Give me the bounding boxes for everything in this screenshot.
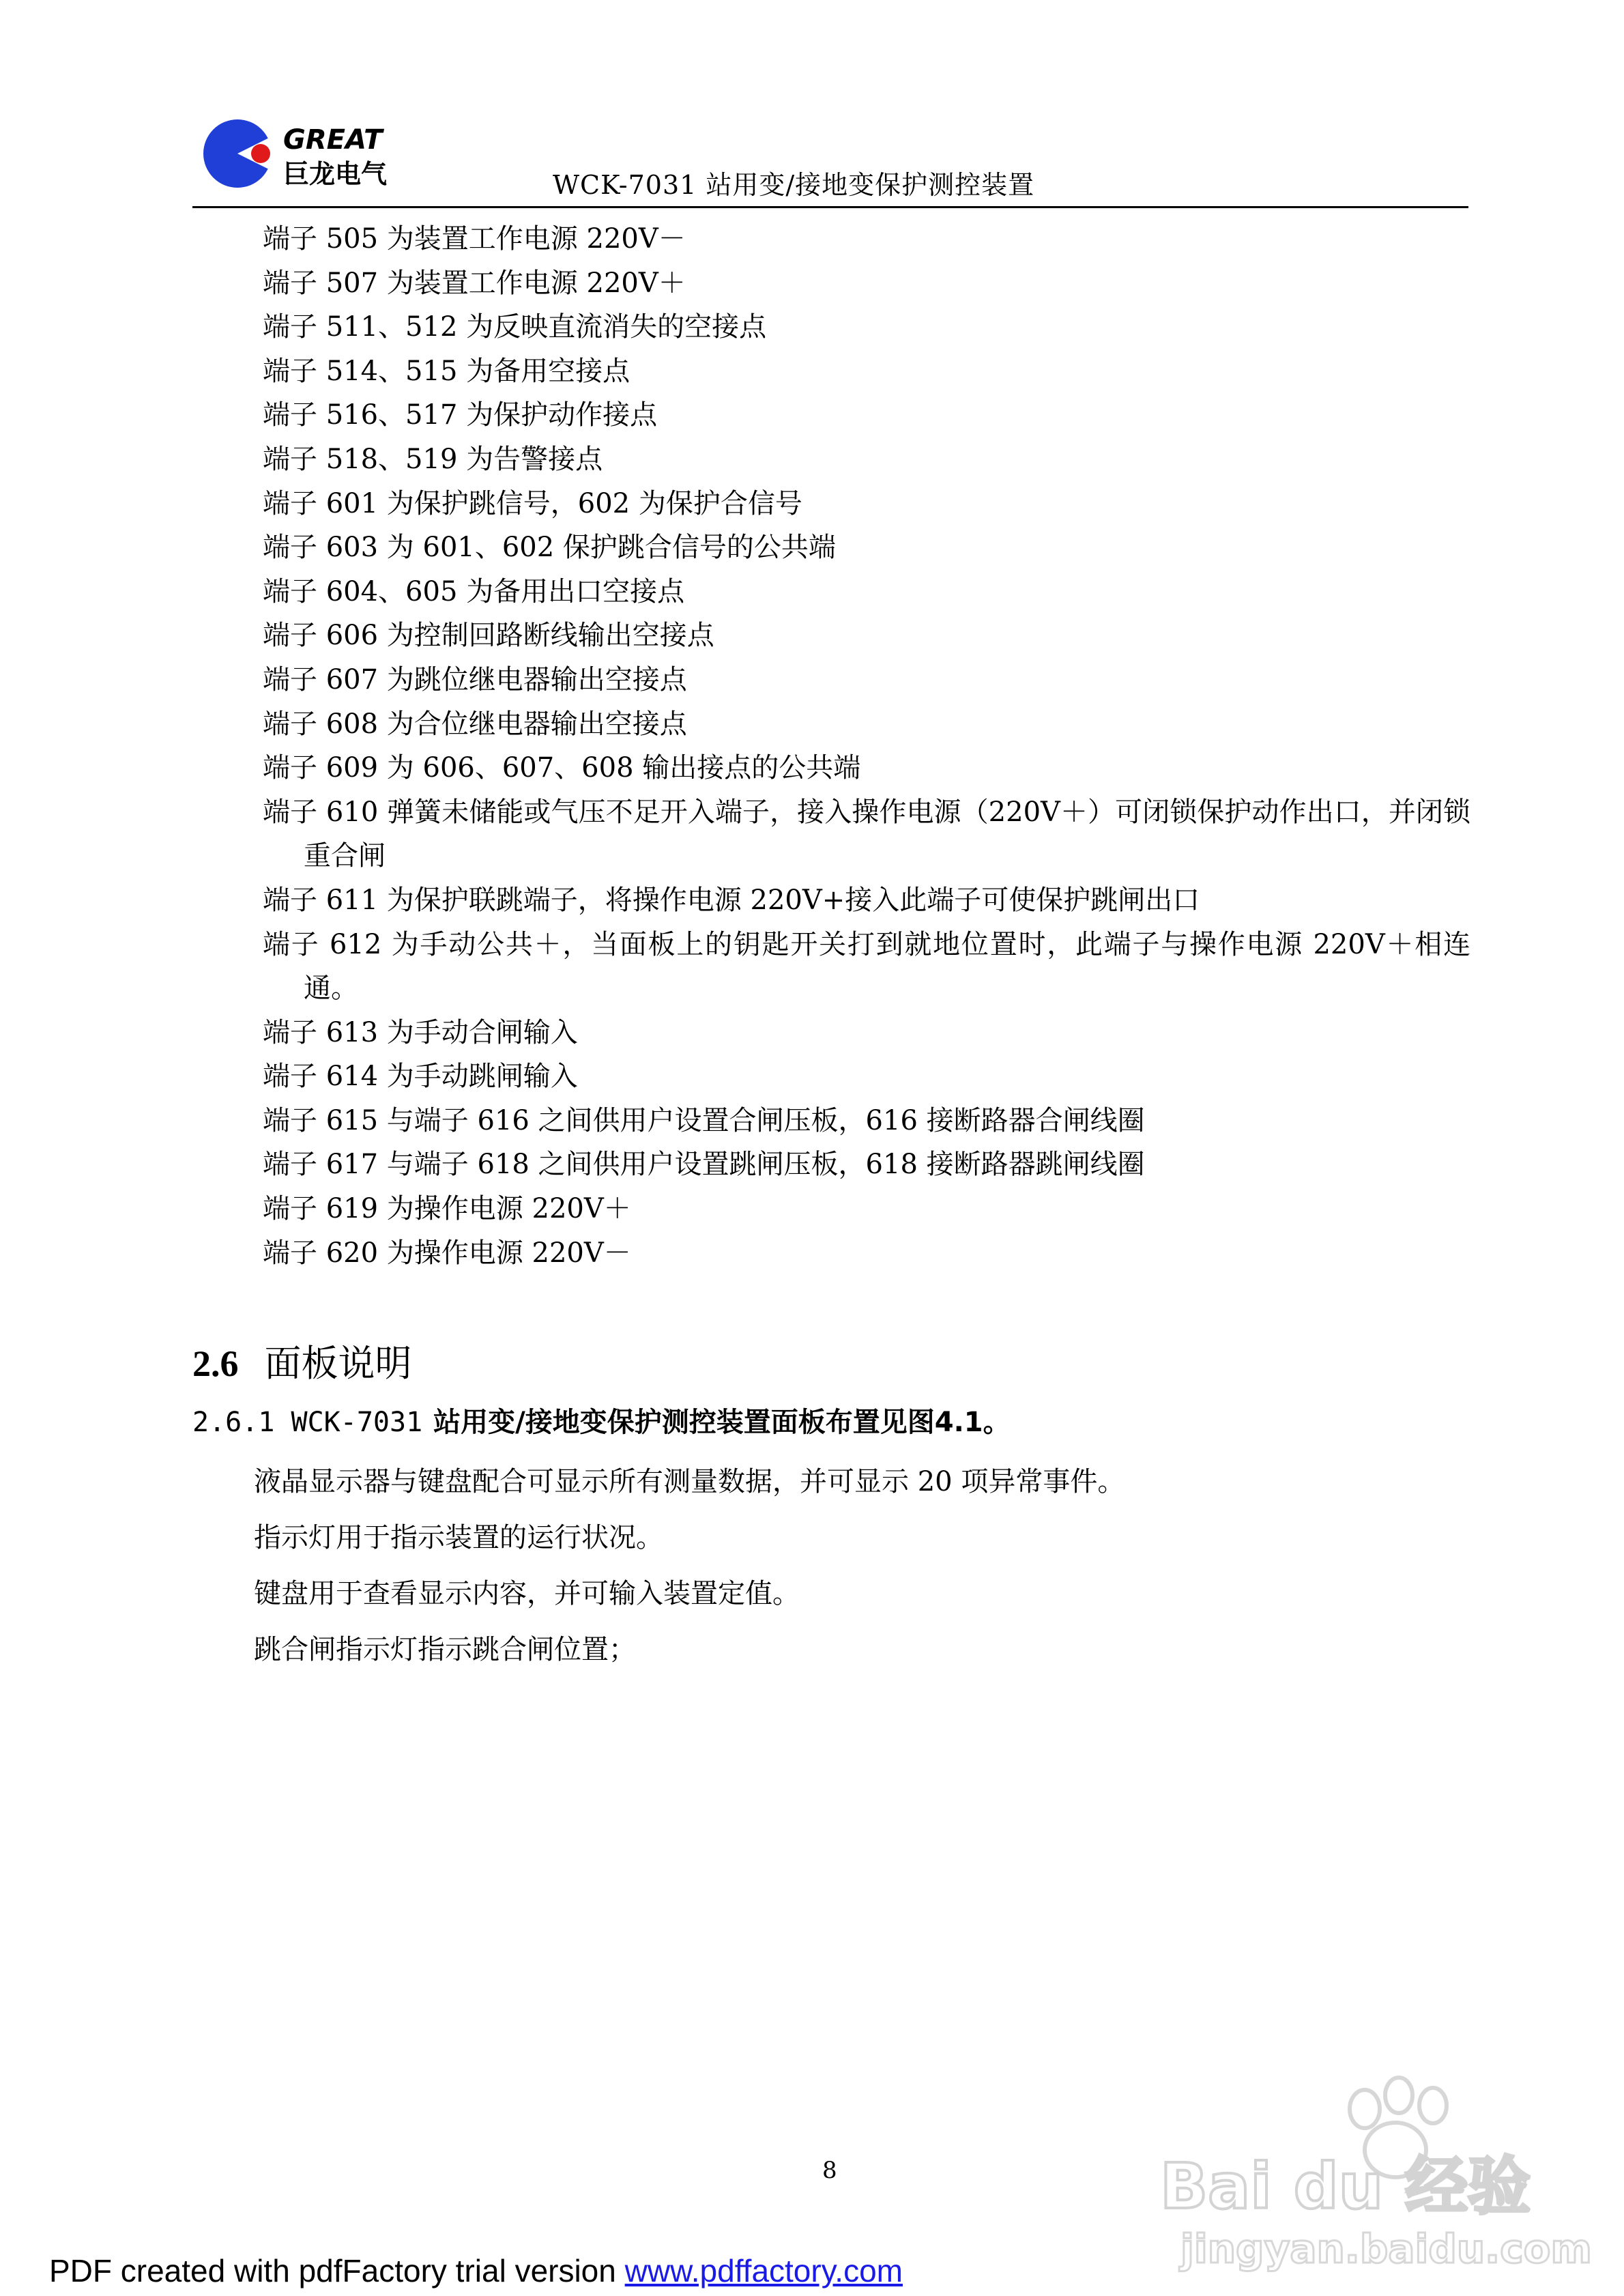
terminal-line: 端子 507 为装置工作电源 220V＋ [263, 267, 686, 299]
section-heading [192, 1334, 412, 1387]
terminal-line: 端子 603 为 601、602 保护跳合信号的公共端 [263, 532, 836, 564]
header-divider [192, 206, 1468, 208]
panel-description [254, 1454, 1125, 1678]
pdffactory-link[interactable]: www.pdffactory.com [624, 2253, 903, 2288]
logo-text-cn: 巨龙电气 [283, 159, 388, 189]
terminal-line: 端子 516、517 为保护动作接点 [263, 399, 658, 431]
pdf-footer [49, 2252, 903, 2289]
paragraph: 键盘用于查看显示内容，并可输入装置定值。 [254, 1578, 800, 1609]
terminal-line: 端子 606 为控制回路断线输出空接点 [263, 620, 714, 652]
terminal-line: 端子 613 为手动合闸输入 [263, 1016, 578, 1048]
terminal-line: 端子 604、605 为备用出口空接点 [263, 575, 685, 607]
subsection-title: 站用变/接地变保护测控装置面板布置见图4.1。 [433, 1407, 1011, 1438]
terminal-line: 端子 620 为操作电源 220V－ [263, 1237, 631, 1269]
terminal-line: 端子 617 与端子 618 之间供用户设置跳闸压板，618 接断路器跳闸线圈 [263, 1149, 1145, 1181]
company-logo [198, 116, 430, 191]
footer-text: PDF created with pdfFactory trial version [49, 2253, 625, 2288]
terminal-line: 端子 610 弹簧未储能或气压不足开入端子，接入操作电源（220V＋）可闭锁保护动作出口，并闭锁重合闸 [263, 796, 1470, 872]
header-title: WCK-7031 站用变/接地变保护测控装置 [553, 170, 1035, 200]
subsection-number: 2.6.1 WCK-7031 [192, 1407, 423, 1438]
subsection-heading [192, 1401, 1011, 1439]
terminal-line: 端子 518、519 为告警接点 [263, 443, 603, 475]
terminal-line: 端子 615 与端子 616 之间供用户设置合闸压板，616 接断路器合闸线圈 [263, 1104, 1145, 1136]
section-number: 2.6 [192, 1343, 239, 1384]
terminal-line: 端子 608 为合位继电器输出空接点 [263, 708, 687, 740]
watermark-brand: Bai du 经验 [1160, 2150, 1531, 2223]
terminal-line: 端子 607 为跳位继电器输出空接点 [263, 663, 687, 695]
terminal-line: 端子 614 为手动跳闸输入 [263, 1061, 578, 1093]
page-number: 8 [822, 2157, 837, 2184]
watermark-url: jingyan.baidu.com [1180, 2226, 1592, 2272]
paragraph: 跳合闸指示灯指示跳合闸位置； [254, 1634, 636, 1665]
terminal-line: 端子 505 为装置工作电源 220V－ [263, 223, 686, 255]
baidu-jingyan-watermark [1153, 2068, 1592, 2273]
terminal-line: 端子 609 为 606、607、608 输出接点的公共端 [263, 752, 861, 784]
paragraph: 指示灯用于指示装置的运行状况。 [254, 1522, 663, 1553]
section-title: 面板说明 [264, 1342, 412, 1385]
terminal-line: 端子 612 为手动公共＋，当面板上的钥匙开关打到就地位置时，此端子与操作电源 220V＋相连通。 [263, 928, 1470, 1005]
terminal-list [263, 217, 1470, 1275]
paragraph: 液晶显示器与键盘配合可显示所有测量数据，并可显示 20 项异常事件。 [254, 1466, 1125, 1497]
logo-text-latin: GREAT [283, 124, 383, 156]
terminal-line: 端子 601 为保护跳信号，602 为保护合信号 [263, 487, 802, 519]
terminal-line: 端子 514、515 为备用空接点 [263, 355, 630, 387]
terminal-line: 端子 511、512 为反映直流消失的空接点 [263, 311, 767, 343]
terminal-line: 端子 619 为操作电源 220V＋ [263, 1193, 631, 1225]
terminal-line: 端子 611 为保护联跳端子，将操作电源 220V+接入此端子可使保护跳闸出口 [263, 884, 1200, 916]
